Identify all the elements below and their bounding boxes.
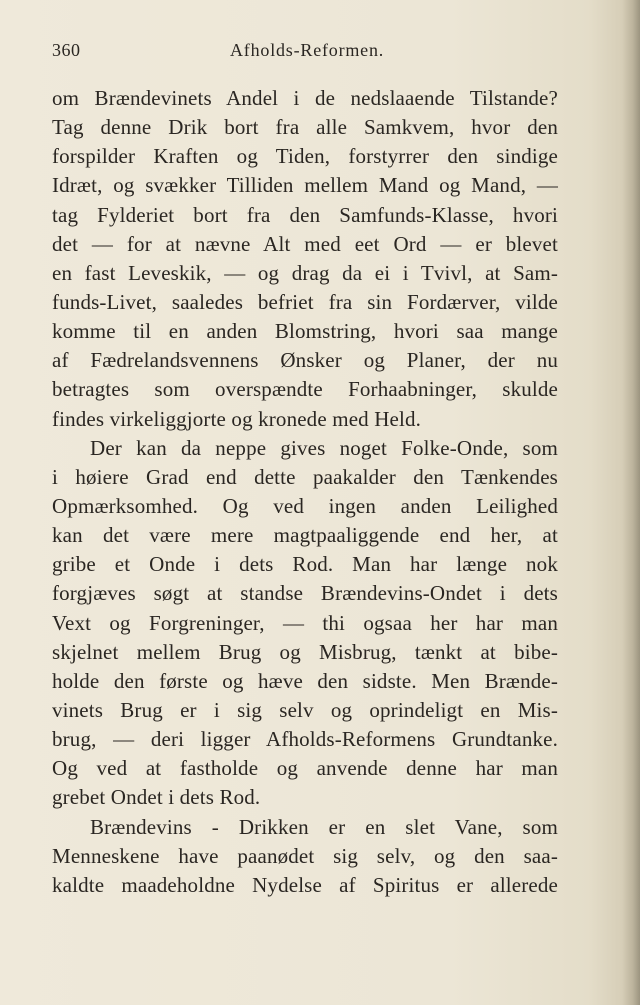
text-line: holde den første og hæve den sidste. Men Brænde- xyxy=(52,668,558,693)
text-line: Opmærksomhed. Og ved ingen anden Leilighed xyxy=(52,493,558,518)
text-line: grebet Ondet i dets Rod. xyxy=(52,785,261,810)
page-number: 360 xyxy=(52,40,81,60)
text-line: brug, — deri ligger Afholds-Reformens Grundtanke. xyxy=(52,727,558,752)
text-line: kan det være mere magtpaaliggende end her, at xyxy=(52,523,558,548)
text-line: tag Fylderiet bort fra den Samfunds-Klasse, hvori xyxy=(52,202,558,227)
text-line: Vext og Forgreninger, — thi ogsaa her har man xyxy=(52,610,558,635)
text-line: skjelnet mellem Brug og Misbrug, tænkt at bibe- xyxy=(52,639,558,664)
text-line: det — for at nævne Alt med eet Ord — er blevet xyxy=(52,231,558,256)
text-line: forspilder Kraften og Tiden, forstyrrer den sindige xyxy=(52,144,558,169)
text-line: findes virkeliggjorte og kronede med Held. xyxy=(52,406,422,431)
text-line: Menneskene have paanødet sig selv, og den saa- xyxy=(52,843,558,868)
body-text xyxy=(52,84,558,900)
text-line: forgjæves søgt at standse Brændevins-Ondet i dets xyxy=(52,581,558,606)
text-line: af Fædrelandsvennens Ønsker og Planer, der nu xyxy=(52,348,558,373)
text-line: Idræt, og svækker Tilliden mellem Mand og Mand, — xyxy=(52,173,558,198)
text-line: Der kan da neppe gives noget Folke-Onde, som xyxy=(90,435,558,460)
text-line: betragtes som overspændte Forhaabninger, skulde xyxy=(52,377,558,402)
page-edge-shadow xyxy=(622,0,640,1005)
text-line: funds-Livet, saaledes befriet fra sin Fordærver, vilde xyxy=(52,289,558,314)
text-line: komme til en anden Blomstring, hvori saa mange xyxy=(52,319,558,344)
text-line: i høiere Grad end dette paakalder den Tænkendes xyxy=(52,464,558,489)
text-line: vinets Brug er i sig selv og oprindeligt en Mis- xyxy=(52,697,558,722)
running-title: Afholds-Reformen. xyxy=(230,40,385,60)
text-line: gribe et Onde i dets Rod. Man har længe nok xyxy=(52,552,558,577)
text-line: Brændevins - Drikken er en slet Vane, som xyxy=(90,814,558,839)
text-line: Tag denne Drik bort fra alle Samkvem, hvor den xyxy=(52,115,558,140)
page-header xyxy=(52,40,562,66)
text-line: om Brændevinets Andel i de nedslaaende Tilstande? xyxy=(52,86,558,110)
text-line: kaldte maadeholdne Nydelse af Spiritus er allerede xyxy=(52,872,558,897)
text-line: Og ved at fastholde og anvende denne har man xyxy=(52,756,558,781)
text-line: en fast Leveskik, — og drag da ei i Tvivl, at Sam- xyxy=(52,260,558,285)
